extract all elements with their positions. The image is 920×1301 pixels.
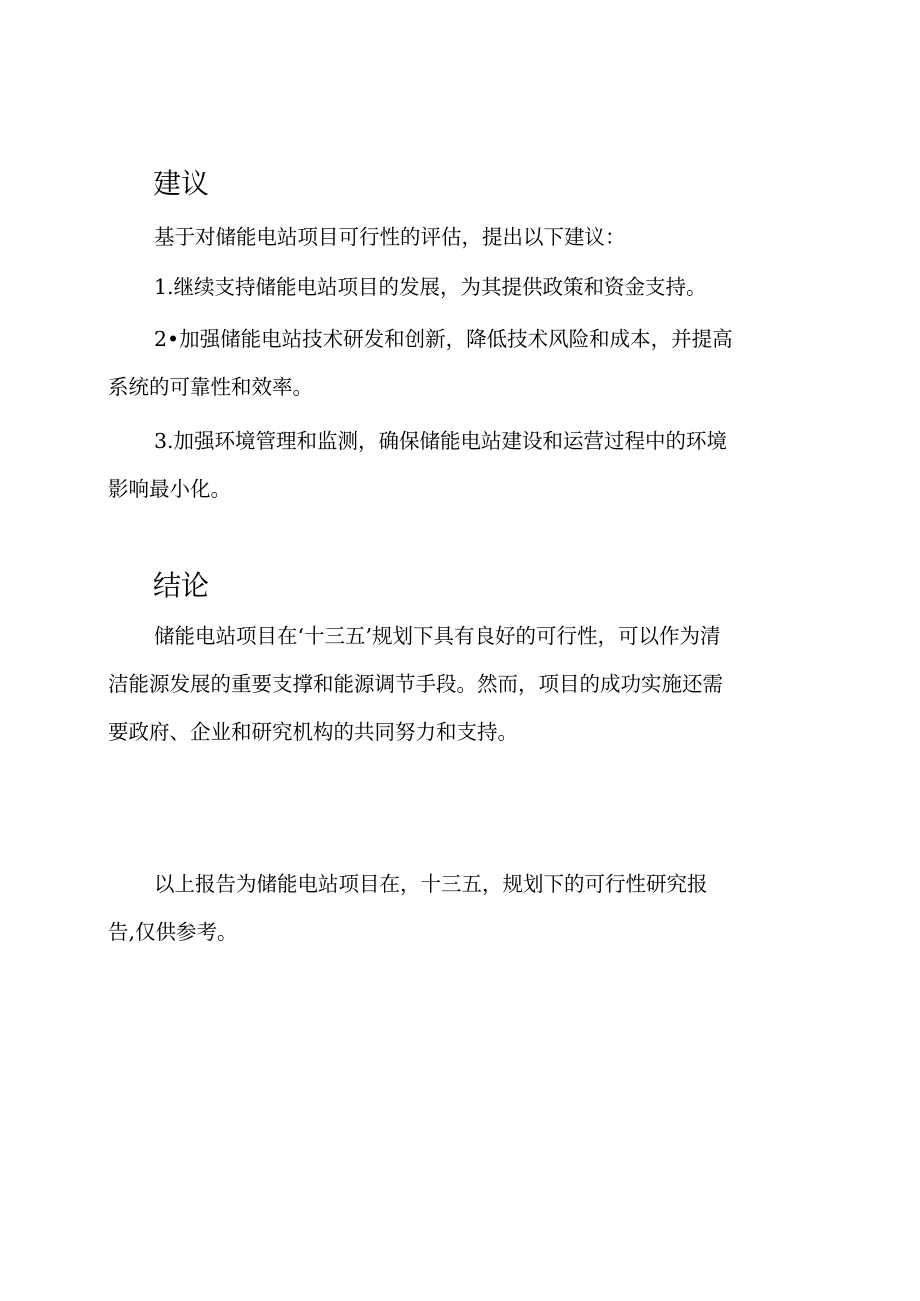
recommendation-item-3-line-1: 3.加强环境管理和监测，确保储能电站建设和运营过程中的环境 (154, 429, 728, 453)
recommendation-item-3-line-2: 影响最小化。 (108, 477, 231, 501)
closing-line-2: 告,仅供参考。 (108, 920, 238, 944)
conclusion-line-1: 储能电站项目在‘十三五’规划下具有良好的可行性，可以作为清 (154, 624, 721, 648)
conclusion-line-2: 洁能源发展的重要支撑和能源调节手段。然而，项目的成功实施还需 (108, 672, 723, 696)
recommendation-item-2-line-2: 系统的可靠性和效率。 (108, 375, 313, 399)
recommendation-item-1 (108, 263, 810, 311)
conclusion-heading: 结论 (153, 569, 210, 602)
recommendation-item-2-line-1: 2•加强储能电站技术研发和创新，降低技术风险和成本，并提高 (154, 327, 733, 351)
recommendation-item-2 (108, 315, 810, 411)
closing-paragraph (108, 860, 810, 956)
recommendations-intro-text: 基于对储能电站项目可行性的评估，提出以下建议： (154, 225, 626, 249)
conclusion-line-3: 要政府、企业和研究机构的共同努力和支持。 (108, 720, 518, 744)
recommendations-heading: 建议 (153, 167, 210, 200)
recommendation-item-1-text: 1.继续支持储能电站项目的发展，为其提供政策和资金支持。 (154, 275, 707, 299)
closing-line-1: 以上报告为储能电站项目在，十三五，规划下的可行性研究报 (154, 872, 708, 896)
conclusion-paragraph (108, 612, 810, 756)
recommendation-item-3 (108, 417, 810, 513)
recommendations-intro (108, 213, 810, 261)
